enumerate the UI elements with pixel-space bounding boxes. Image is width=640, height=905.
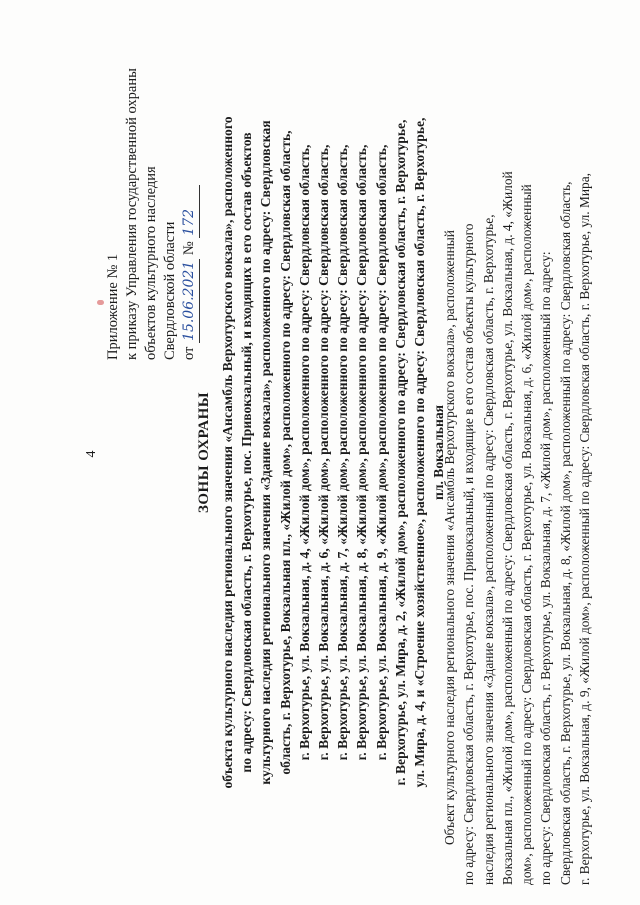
zones-line: г. Верхотурье, ул. Вокзальная, д. 9, «Жилой дом», расположенного по адресу: Свердловская область,	[373, 144, 389, 761]
zones-line: ул. Мира, д. 4, и «Строение хозяйственное», расположенного по адресу: Свердловская область, г. Верхотурье,	[412, 117, 428, 788]
zones-line: по адресу: Свердловская область, г. Верхотурье, пос. Привокзальный, и входящих в его состав объектов	[239, 132, 255, 773]
paragraph-line: Объект культурного наследия регионального значения «Ансамбль Верхотурского вокзала», расположенный	[442, 230, 457, 845]
zones-line: г. Верхотурье, ул. Вокзальная, д. 7, «Жилой дом», расположенного по адресу: Свердловская область,	[335, 144, 351, 761]
zones-line: г. Верхотурье, ул. Мира, д. 2, «Жилой дом», расположенного по адресу: Свердловская область, г. Верхотурье,	[392, 119, 408, 786]
number-prefix: №	[181, 241, 197, 256]
appendix-line-1: Приложение № 1	[105, 253, 121, 360]
date-prefix: от	[181, 346, 197, 360]
zones-line: объекта культурного наследия регионального значения «Ансамбль Верхотурского вокзала», расположенного	[220, 116, 235, 789]
zones-heading-block	[218, 20, 448, 885]
appendix-line-2: к приказу Управления государственной охраны	[124, 68, 140, 360]
paragraph-line: по адресу: Свердловская область, г. Верхотурье, ул. Вокзальная, д. 7, «Жилой дом», расположенный по адресу:	[538, 251, 554, 885]
paragraph-line: Свердловская область, г. Верхотурье, ул. Вокзальная, д. 8, «Жилой дом», расположенный по адресу: Свердловская область,	[557, 181, 573, 885]
paragraph-line: дом», расположенный по адресу: Свердловская область, г. Верхотурье, ул. Вокзальная, д. 6, «Жилой дом», расположенный	[519, 184, 535, 885]
zones-line: г. Верхотурье, ул. Вокзальная, д. 4, «Жилой дом», расположенного по адресу: Свердловская область,	[296, 144, 312, 761]
zones-line: г. Верхотурье, ул. Вокзальная, д. 8, «Жилой дом», расположенного по адресу: Свердловская область,	[354, 144, 370, 761]
number-value: 172	[181, 208, 197, 236]
stamp-mark	[97, 300, 104, 305]
appendix-block	[104, 30, 200, 360]
appendix-line-4: Свердловской области	[162, 221, 178, 360]
page-number: 4	[84, 450, 99, 458]
zones-line: пл. Вокзальная	[431, 405, 447, 500]
body-paragraph	[440, 20, 594, 885]
zones-line: область, г. Верхотурье, Вокзальная пл., «Жилой дом», расположенного по адресу: Свердловская область,	[277, 130, 293, 775]
paragraph-line: г. Верхотурье, ул. Вокзальная, д. 9, «Жилой дом», расположенный по адресу: Свердловская область, г. Верхотурье, ул. Мира,	[577, 172, 593, 885]
zones-line: г. Верхотурье, ул. Вокзальная, д. 6, «Жилой дом», расположенного по адресу: Свердловская область,	[316, 144, 332, 761]
section-title: ЗОНЫ ОХРАНЫ	[196, 391, 212, 514]
appendix-line-3: объектов культурного наследия	[143, 166, 159, 360]
paragraph-line: Вокзальная пл., «Жилой дом», расположенный по адресу: Свердловская область, г. Верхотурье, ул. Вокзальная, д. 4, «Жилой	[499, 171, 515, 885]
date-value: 15.06.2021	[181, 260, 197, 341]
paragraph-line: наследия регионального значения «Здание вокзала», расположенный по адресу: Свердловская область, г. Верхотурье,	[480, 214, 496, 885]
zones-line: культурного наследия регионального значения «Здание вокзала», расположенного по адресу: Свердловская	[258, 120, 274, 785]
paragraph-line: по адресу: Свердловская область, г. Верхотурье, пос. Привокзальный, и входящие в его состав объекты культурного	[461, 223, 477, 885]
